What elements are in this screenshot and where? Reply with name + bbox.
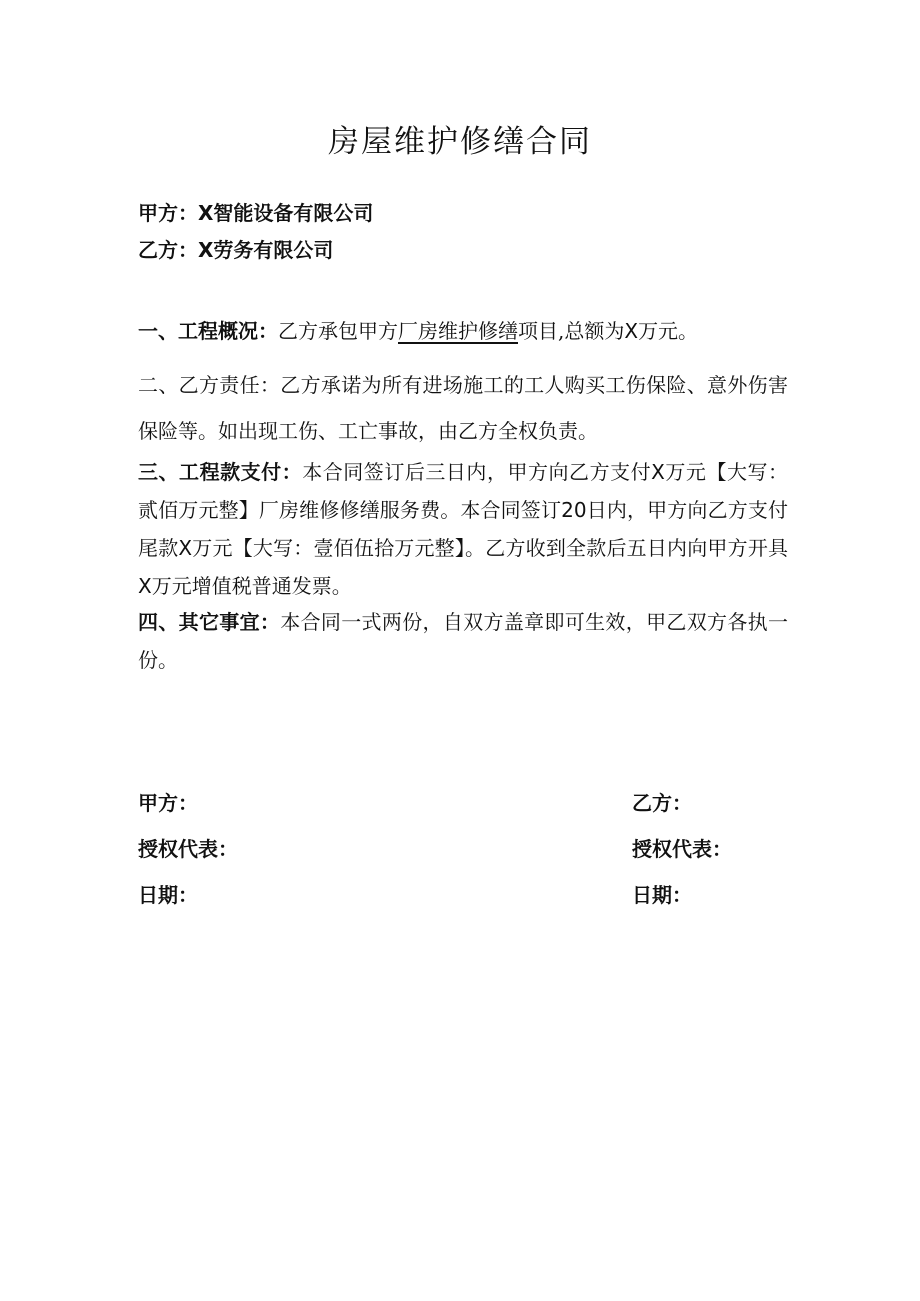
signature-date-a: 日期： xyxy=(138,883,198,907)
party-b-line: 乙方：X劳务有限公司 xyxy=(138,238,334,262)
clause-2 xyxy=(138,362,788,454)
clause-3-text-1: 本合同签订后三日内，甲方向乙方支付 xyxy=(302,460,652,484)
clause-3-amount-2: X xyxy=(178,536,193,560)
clause-2-heading: 二、乙方责任： xyxy=(138,373,281,397)
clause-1-text-4: 万元。 xyxy=(638,319,699,343)
clause-1-text-3: ,总额为 xyxy=(558,319,625,343)
clause-2-text: 乙方承诺为所有进场施工的工人购买工伤保险、意外伤害保险等。如出现工伤、工亡事故，由乙方全权负责。 xyxy=(138,373,789,443)
clause-1-heading: 一、工程概况： xyxy=(138,319,278,343)
document-title: 房屋维护修缮合同 xyxy=(328,124,592,160)
clause-3-amount-3: X xyxy=(138,574,152,598)
clause-1-amount: X xyxy=(624,319,639,343)
clause-4 xyxy=(138,603,788,679)
clause-1-underlined: 厂房维护修缮 xyxy=(398,319,518,343)
clause-3-amount-1: X xyxy=(651,460,665,484)
party-a-line: 甲方：X智能设备有限公司 xyxy=(138,201,374,225)
clause-3-text-6: 万元增值税普通发票。 xyxy=(151,574,352,598)
clause-4-text: 本合同一式两份，自双方盖章即可生效，甲乙双方各执一份。 xyxy=(138,610,789,672)
clause-3-text-5: 万元【大写：壹佰伍拾万元整】。乙方收到全款后五日内向甲方开具 xyxy=(192,536,789,560)
clause-3-days: 20 xyxy=(561,498,587,522)
signature-party-a: 甲方： xyxy=(138,791,198,815)
clause-3-text-3: 厂房维修修缮服务费。本合同签订 xyxy=(258,498,562,522)
clause-1-text-2: 项目 xyxy=(518,319,558,343)
signature-date-b: 日期： xyxy=(632,883,692,907)
clause-3 xyxy=(138,453,788,605)
signature-party-b: 乙方： xyxy=(632,791,692,815)
clause-3-bracket: 【大写：贰佰万元整】 xyxy=(138,460,789,522)
signature-rep-b: 授权代表： xyxy=(632,837,732,861)
clause-3-text-2: 万元 xyxy=(664,460,707,484)
clause-1 xyxy=(138,312,788,350)
signature-rep-a: 授权代表： xyxy=(138,837,238,861)
clause-4-heading: 四、其它事宜： xyxy=(138,610,281,634)
clause-3-text-4: 日内，甲方向乙方支付尾款 xyxy=(138,498,789,560)
clause-3-heading: 三、工程款支付： xyxy=(138,460,303,484)
clause-1-text-1: 乙方承包甲方 xyxy=(278,319,398,343)
